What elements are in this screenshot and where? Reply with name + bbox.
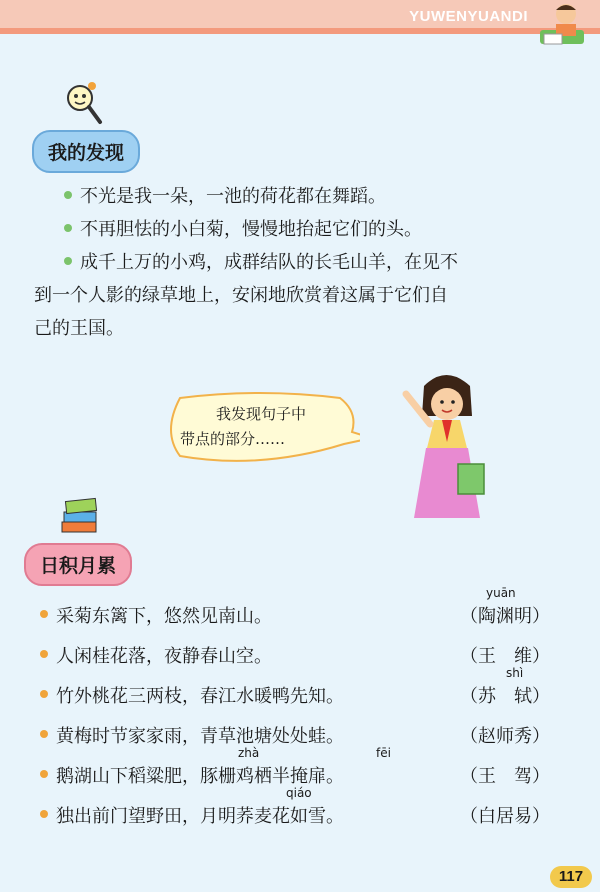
poem-bullet: [40, 770, 48, 778]
pinyin-annotation: shì: [506, 666, 524, 680]
pinyin-annotation: qiáo: [286, 786, 312, 800]
accumulate-title: 日积月累: [24, 543, 132, 586]
poem-row: 采菊东篱下，悠然见南山。 yuān （陶渊明）: [40, 592, 560, 632]
reading-child-icon: [534, 0, 594, 52]
brand-text: YUWENYUANDI: [409, 8, 528, 25]
bullet-dot: [64, 191, 72, 199]
poem-row: 竹外桃花三两枝，春江水暖鸭先知。 shì （苏 轼）: [40, 672, 560, 712]
bullet-dot: [64, 257, 72, 265]
discover-bullets: [34, 180, 569, 345]
bullet-dot: [64, 224, 72, 232]
poem-bullet: [40, 690, 48, 698]
poem-bullet: [40, 610, 48, 618]
books-icon: [56, 492, 104, 540]
bullet-line-3-cont: 到一个人影的绿草地上，安闲地欣赏着这属于它们自: [34, 285, 448, 306]
poem-row: 黄梅时节家家雨，青草池塘处处蛙。 （赵师秀）: [40, 712, 560, 752]
bullet-line-1: 不光是我一朵，一池的荷花都在舞蹈。: [64, 180, 569, 213]
bubble-text: 我发现句子中 带点的部分……: [180, 405, 307, 448]
poem-row: 鹅湖山下稻粱肥，豚栅鸡栖半掩扉。 zhà fēi （王 驾）: [40, 752, 560, 792]
poem-bullet: [40, 650, 48, 658]
bullet-line-2: 不再胆怯的小白菊，慢慢地抬起它们的头。: [64, 213, 569, 246]
bullet-line-3-end: 己的王国。: [34, 318, 124, 339]
poem-row: 独出前门望野田，月明荞麦花如雪。 qiáo （白居易）: [40, 792, 560, 832]
poem-bullet: [40, 810, 48, 818]
pinyin-annotation: yuān: [486, 586, 516, 600]
page-number: 117: [550, 866, 592, 888]
header-accent-stripe: [0, 28, 600, 34]
bullet-line-3: 成千上万的小鸡，成群结队的长毛山羊，在见不: [64, 246, 569, 279]
poem-row: 人闲桂花落，夜静春山空。 （王 维）: [40, 632, 560, 672]
magnifier-icon: [62, 80, 106, 128]
pinyin-annotation: fēi: [376, 746, 391, 760]
poem-bullet: [40, 730, 48, 738]
girl-illustration: [396, 368, 496, 528]
pinyin-annotation: zhà: [238, 746, 260, 760]
poem-list: [40, 586, 560, 832]
discover-title: 我的发现: [32, 130, 140, 173]
